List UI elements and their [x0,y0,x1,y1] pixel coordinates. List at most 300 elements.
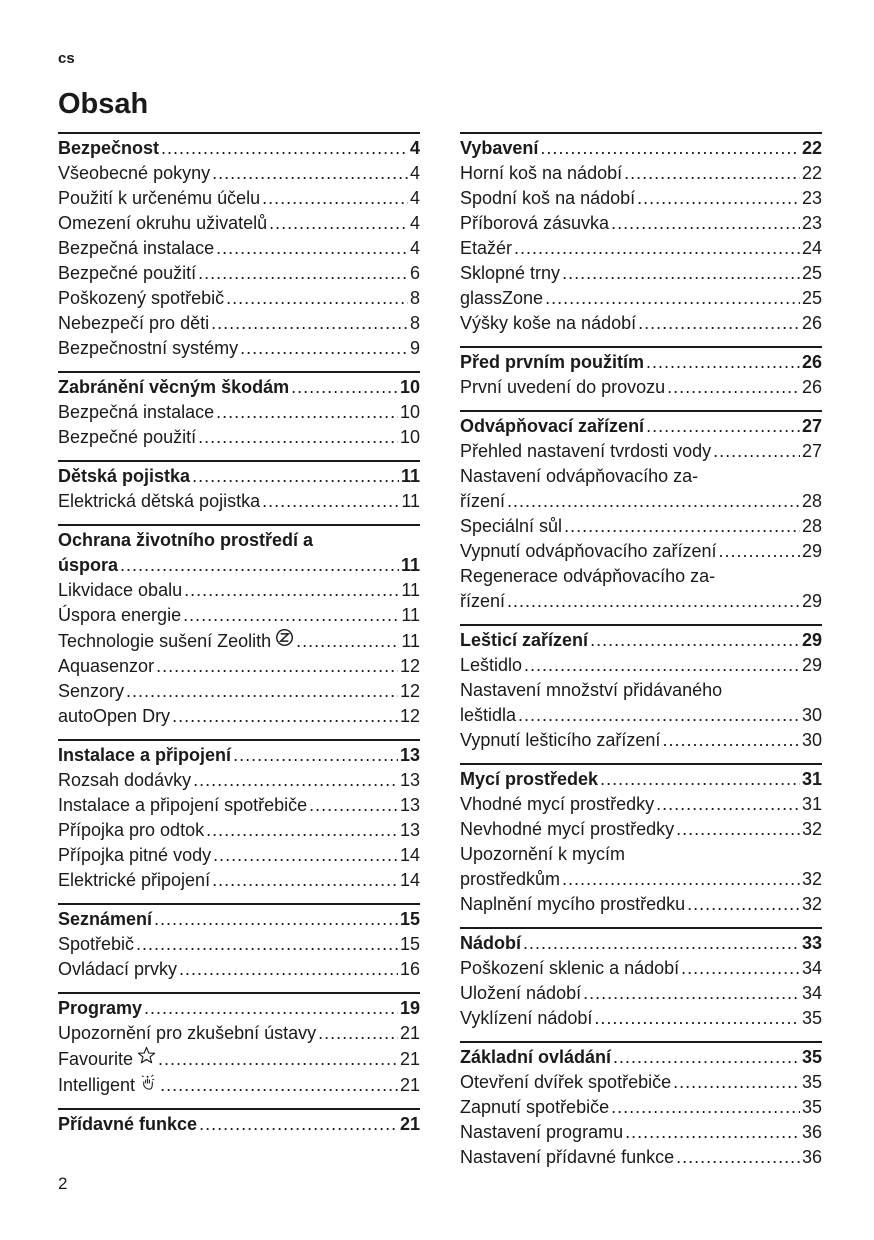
toc-entry[interactable] [58,679,420,704]
toc-entry[interactable] [58,1021,420,1046]
toc-entry[interactable] [58,628,420,654]
toc-entry[interactable] [460,211,822,236]
toc-label: Spodní koš na nádobí [460,188,636,208]
toc-entry[interactable] [58,161,420,186]
toc-entry[interactable] [460,842,822,892]
toc-entry[interactable] [58,793,420,818]
toc-entry[interactable] [58,868,420,893]
toc-section-heading[interactable] [58,996,420,1021]
toc-label: Likvidace obalu [58,580,183,600]
toc-label: Nastavení přídavné funkce [460,1147,675,1167]
toc-right-column [460,132,822,1180]
toc-section-heading[interactable] [58,743,420,768]
toc-entry[interactable] [460,464,822,514]
toc-label: Intelligent [58,1075,136,1095]
toc-label: Bezpečná instalace [58,238,215,258]
toc-section-heading[interactable] [58,464,420,489]
toc-page-number: 10 [399,427,420,447]
toc-entry[interactable] [460,981,822,1006]
toc-entry[interactable] [460,311,822,336]
toc-page-number: 32 [801,819,822,839]
toc-page-number: 35 [801,1097,822,1117]
toc-page-number: 16 [399,959,420,979]
toc-label: Ovládací prvky [58,959,178,979]
dot-leader [183,603,399,628]
toc-section [460,763,822,917]
dot-leader [600,767,800,792]
toc-section [58,371,420,450]
toc-entry[interactable] [58,400,420,425]
dot-leader [507,489,800,514]
toc-page-number: 22 [801,138,822,158]
toc-page-number: 13 [399,795,420,815]
toc-label: Elektrická dětská pojistka [58,491,261,511]
toc-entry[interactable] [58,578,420,603]
toc-page-number: 34 [801,958,822,978]
toc-label: Vybavení [460,138,539,158]
toc-page-number: 21 [399,1114,420,1134]
dot-leader [172,704,398,729]
dot-leader [656,792,800,817]
toc-page-number: 12 [399,706,420,726]
toc-page-number: 26 [801,313,822,333]
toc-entry[interactable] [58,425,420,450]
toc-entry[interactable] [460,653,822,678]
toc-entry[interactable] [460,1070,822,1095]
toc-label: Horní koš na nádobí [460,163,623,183]
toc-section [58,903,420,982]
toc-section-heading[interactable] [460,931,822,956]
dot-leader [184,578,399,603]
toc-page-number: 27 [801,416,822,436]
toc-entry[interactable] [460,817,822,842]
toc-page-number: 4 [409,188,420,208]
dot-leader [719,539,800,564]
dot-leader [160,1073,398,1098]
dot-leader [545,286,800,311]
dot-leader [611,1095,800,1120]
toc-entry[interactable] [460,792,822,817]
toc-label: Nastavení programu [460,1122,624,1142]
toc-label: Bezpečnost [58,138,160,158]
toc-section-heading[interactable] [460,628,822,653]
dot-leader [518,703,800,728]
toc-entry[interactable] [58,236,420,261]
dot-leader [540,136,800,161]
toc-section [460,410,822,614]
toc-label: Instalace a připojení [58,745,232,765]
dot-leader [198,425,398,450]
dot-leader [240,336,408,361]
toc-page-number: 29 [801,630,822,650]
toc-label: Vypnutí lešticího zařízení [460,730,661,750]
toc-entry[interactable] [460,236,822,261]
toc-entry[interactable] [58,311,420,336]
toc-label: Přehled nastavení tvrdosti vody [460,441,712,461]
toc-page-number: 34 [801,983,822,1003]
dot-leader [212,161,408,186]
dot-leader [687,892,800,917]
dot-leader [564,514,800,539]
toc-page-number: 11 [401,605,420,625]
toc-page-number: 6 [409,263,420,283]
dot-leader [624,161,800,186]
dot-leader [269,211,408,236]
toc-entry[interactable] [460,728,822,753]
toc-label: Bezpečné použití [58,263,197,283]
toc-page-number: 25 [801,288,822,308]
dot-leader [179,957,398,982]
toc-page-number: 28 [801,516,822,536]
toc-section-heading[interactable] [58,907,420,932]
dot-leader [562,867,800,892]
toc-entry[interactable] [460,1095,822,1120]
toc-section [58,992,420,1098]
toc-page-number: 32 [801,869,822,889]
toc-entry[interactable] [460,261,822,286]
dot-leader [611,211,800,236]
toc-label: Nevhodné mycí prostředky [460,819,675,839]
toc-label: Nebezpečí pro děti [58,313,210,333]
toc-page-number: 29 [801,541,822,561]
toc-label: Sklopné trny [460,263,561,283]
toc-label: První uvedení do provozu [460,377,666,397]
toc-section-heading[interactable] [460,1045,822,1070]
toc-entry[interactable] [460,539,822,564]
dot-leader [524,653,800,678]
toc-entry[interactable] [58,704,420,729]
toc-page-number: 4 [409,138,420,158]
dot-leader [156,654,398,679]
toc-page-number: 4 [409,238,420,258]
toc-page-number: 14 [399,870,420,890]
toc-label: Senzory [58,681,125,701]
toc-page-number: 12 [399,656,420,676]
toc-entry[interactable] [460,286,822,311]
toc-page-number: 31 [801,794,822,814]
toc-page-number: 11 [401,631,420,651]
toc-section [58,524,420,729]
dot-leader [262,186,408,211]
dot-leader [625,1120,800,1145]
toc-label: Přídavné funkce [58,1114,198,1134]
zeolith-icon [275,628,294,647]
toc-label: Leštidlo [460,655,523,675]
dot-leader [158,1047,398,1072]
toc-label: Mycí prostředek [460,769,599,789]
dot-leader [216,236,408,261]
toc-page-number: 21 [399,1023,420,1043]
dot-leader [507,589,800,614]
dot-leader [638,311,800,336]
dot-leader [213,843,398,868]
dot-leader [676,817,800,842]
dot-leader [291,375,398,400]
toc-page-number: 8 [409,313,420,333]
toc-entry[interactable] [460,161,822,186]
toc-entry[interactable] [58,932,420,957]
dot-leader [198,261,408,286]
toc-section [58,132,420,361]
toc-page-number: 12 [399,681,420,701]
dot-leader [120,553,399,578]
dot-leader [523,931,800,956]
toc-section-heading[interactable] [58,375,420,400]
toc-label: Vyklízení nádobí [460,1008,593,1028]
toc-page-number: 25 [801,263,822,283]
toc-label: Instalace a připojení spotřebiče [58,795,308,815]
toc-label: Přípojka pro odtok [58,820,205,840]
toc-page-number: 13 [399,820,420,840]
toc-label-line2: prostředkům [460,869,561,889]
toc-entry[interactable] [460,678,822,728]
toc-entry[interactable] [58,818,420,843]
toc-label-line1: Upozornění k mycím [460,844,626,864]
toc-section [460,346,822,400]
toc-entry[interactable] [460,375,822,400]
toc-entry[interactable] [58,1046,420,1072]
dot-leader [590,628,800,653]
toc-section-heading[interactable] [58,528,420,578]
dot-leader [296,629,399,654]
toc-page-number: 26 [801,377,822,397]
toc-label: Zabránění věcným škodám [58,377,290,397]
toc-section-heading[interactable] [460,136,822,161]
dot-leader [309,793,398,818]
toc-page-number: 31 [801,769,822,789]
dot-leader [233,743,398,768]
toc-section-heading[interactable] [58,1112,420,1137]
toc-section [58,1108,420,1137]
toc-label-line1: Nastavení odvápňovacího za- [460,466,699,486]
toc-page-number: 10 [399,402,420,422]
dot-leader [646,414,800,439]
toc-entry[interactable] [460,439,822,464]
dot-leader [206,818,398,843]
toc-label: Základní ovládání [460,1047,612,1067]
dot-leader [199,1112,398,1137]
toc-section [460,624,822,753]
toc-entry[interactable] [58,768,420,793]
toc-page-number: 28 [801,491,822,511]
toc-page-number: 23 [801,213,822,233]
toc-entry[interactable] [58,336,420,361]
toc-entry[interactable] [58,211,420,236]
toc-entry[interactable] [460,1006,822,1031]
dot-leader [594,1006,800,1031]
toc-page-number: 35 [801,1008,822,1028]
toc-label: Poškození sklenic a nádobí [460,958,680,978]
dot-leader [154,907,398,932]
dot-leader [161,136,408,161]
toc-label: Bezpečnostní systémy [58,338,239,358]
toc-entry[interactable] [58,957,420,982]
toc-page-number: 22 [801,163,822,183]
toc-section-heading[interactable] [58,136,420,161]
toc-label: Příborová zásuvka [460,213,610,233]
toc-label: Upozornění pro zkušební ústavy [58,1023,317,1043]
toc-label: Uložení nádobí [460,983,582,1003]
dot-leader [192,464,399,489]
toc-label: Spotřebič [58,934,135,954]
dot-leader [226,286,408,311]
toc-page-number: 14 [399,845,420,865]
toc-label-line1: Ochrana životního prostředí a [58,530,314,550]
toc-entry[interactable] [58,286,420,311]
dot-leader [193,768,398,793]
toc-entry[interactable] [460,956,822,981]
dot-leader [136,932,398,957]
toc-page-number: 29 [801,591,822,611]
page-number: 2 [58,1174,68,1193]
toc-entry[interactable] [58,603,420,628]
dot-leader [262,489,399,514]
toc-section [460,1041,822,1170]
toc-label: Přípojka pitné vody [58,845,212,865]
toc-section [460,132,822,336]
toc-page-number: 33 [801,933,822,953]
toc-page-number: 15 [399,934,420,954]
toc-label: Omezení okruhu uživatelů [58,213,268,233]
toc-label: Programy [58,998,143,1018]
toc-page-number: 19 [399,998,420,1018]
toc-page-number: 11 [400,466,420,486]
toc-page-number: 15 [399,909,420,929]
toc-section [460,927,822,1031]
toc-label: Etažér [460,238,513,258]
toc-label: Výšky koše na nádobí [460,313,637,333]
dot-leader [673,1070,800,1095]
toc-label-line1: Nastavení množství přidávaného [460,680,723,700]
dot-leader [318,1021,398,1046]
toc-label: Favourite [58,1049,134,1069]
toc-page-number: 23 [801,188,822,208]
toc-entry[interactable] [460,1120,822,1145]
toc-page-number: 36 [801,1122,822,1142]
toc-section-heading[interactable] [460,414,822,439]
toc-label: Technologie sušení Zeolith [58,631,272,651]
intelligent-icon [139,1072,158,1091]
toc-label: Vhodné mycí prostředky [460,794,655,814]
dot-leader [212,868,398,893]
toc-label: Aquasenzor [58,656,155,676]
toc-label: Úspora energie [58,605,182,625]
dot-leader [126,679,398,704]
toc-label: Před prvním použitím [460,352,645,372]
toc-section-heading[interactable] [460,350,822,375]
dot-leader [144,996,398,1021]
toc-page-number: 4 [409,213,420,233]
toc-entry[interactable] [58,654,420,679]
toc-page-number: 30 [801,705,822,725]
toc-entry[interactable] [460,514,822,539]
toc-label: Seznámení [58,909,153,929]
toc-label-line2: řízení [460,591,506,611]
toc-page-number: 26 [801,352,822,372]
toc-page-number: 21 [399,1049,420,1069]
toc-page-number: 11 [401,580,420,600]
toc-page-number: 13 [399,770,420,790]
toc-page-number: 8 [409,288,420,308]
toc-entry[interactable] [58,489,420,514]
toc-label: Lešticí zařízení [460,630,589,650]
toc-page-number: 30 [801,730,822,750]
toc-label: Rozsah dodávky [58,770,192,790]
toc-label: glassZone [460,288,544,308]
toc-label: Bezpečné použití [58,427,197,447]
toc-left-column [58,132,420,1147]
toc-page-number: 10 [399,377,420,397]
toc-page-number: 9 [409,338,420,358]
toc-label: Elektrické připojení [58,870,211,890]
dot-leader [667,375,800,400]
dot-leader [637,186,800,211]
dot-leader [662,728,800,753]
toc-page-number: 32 [801,894,822,914]
toc-label: Nádobí [460,933,521,953]
toc-entry[interactable] [58,186,420,211]
toc-page-number: 36 [801,1147,822,1167]
dot-leader [713,439,800,464]
dot-leader [211,311,408,336]
dot-leader [562,261,800,286]
toc-section-heading[interactable] [460,767,822,792]
toc-entry[interactable] [460,1145,822,1170]
toc-label: Zapnutí spotřebiče [460,1097,610,1117]
toc-label: Bezpečná instalace [58,402,215,422]
toc-label: Všeobecné pokyny [58,163,211,183]
toc-label-line2: řízení [460,491,506,511]
toc-page-number: 24 [801,238,822,258]
toc-label-line1: Regenerace odvápňovacího za- [460,566,716,586]
toc-page-number: 21 [399,1075,420,1095]
toc-label: Vypnutí odvápňovacího zařízení [460,541,717,561]
toc-label: autoOpen Dry [58,706,171,726]
toc-entry[interactable] [460,892,822,917]
dot-leader [681,956,800,981]
toc-entry[interactable] [58,261,420,286]
dot-leader [514,236,800,261]
toc-page-number: 29 [801,655,822,675]
toc-page-number: 4 [409,163,420,183]
toc-entry[interactable] [58,1072,420,1098]
toc-entry[interactable] [460,564,822,614]
toc-entry[interactable] [58,843,420,868]
toc-page-number: 11 [401,491,420,511]
toc-label: Poškozený spotřebič [58,288,225,308]
dot-leader [613,1045,800,1070]
dot-leader [583,981,800,1006]
dot-leader [676,1145,800,1170]
toc-label: Otevření dvířek spotřebiče [460,1072,672,1092]
toc-page-number: 35 [801,1047,822,1067]
toc-label: Naplnění mycího prostředku [460,894,686,914]
toc-section [58,739,420,893]
dot-leader [216,400,398,425]
toc-page-number: 11 [400,555,420,575]
toc-entry[interactable] [460,186,822,211]
toc-label: Odvápňovací zařízení [460,416,645,436]
language-code: cs [58,50,75,67]
toc-label: Dětská pojistka [58,466,191,486]
star-outline-icon [137,1046,156,1065]
toc-page-number: 27 [801,441,822,461]
toc-label-line2: úspora [58,555,119,575]
toc-page-number: 35 [801,1072,822,1092]
toc-label: Použití k určenému účelu [58,188,261,208]
toc-label-line2: leštidla [460,705,517,725]
dot-leader [646,350,800,375]
